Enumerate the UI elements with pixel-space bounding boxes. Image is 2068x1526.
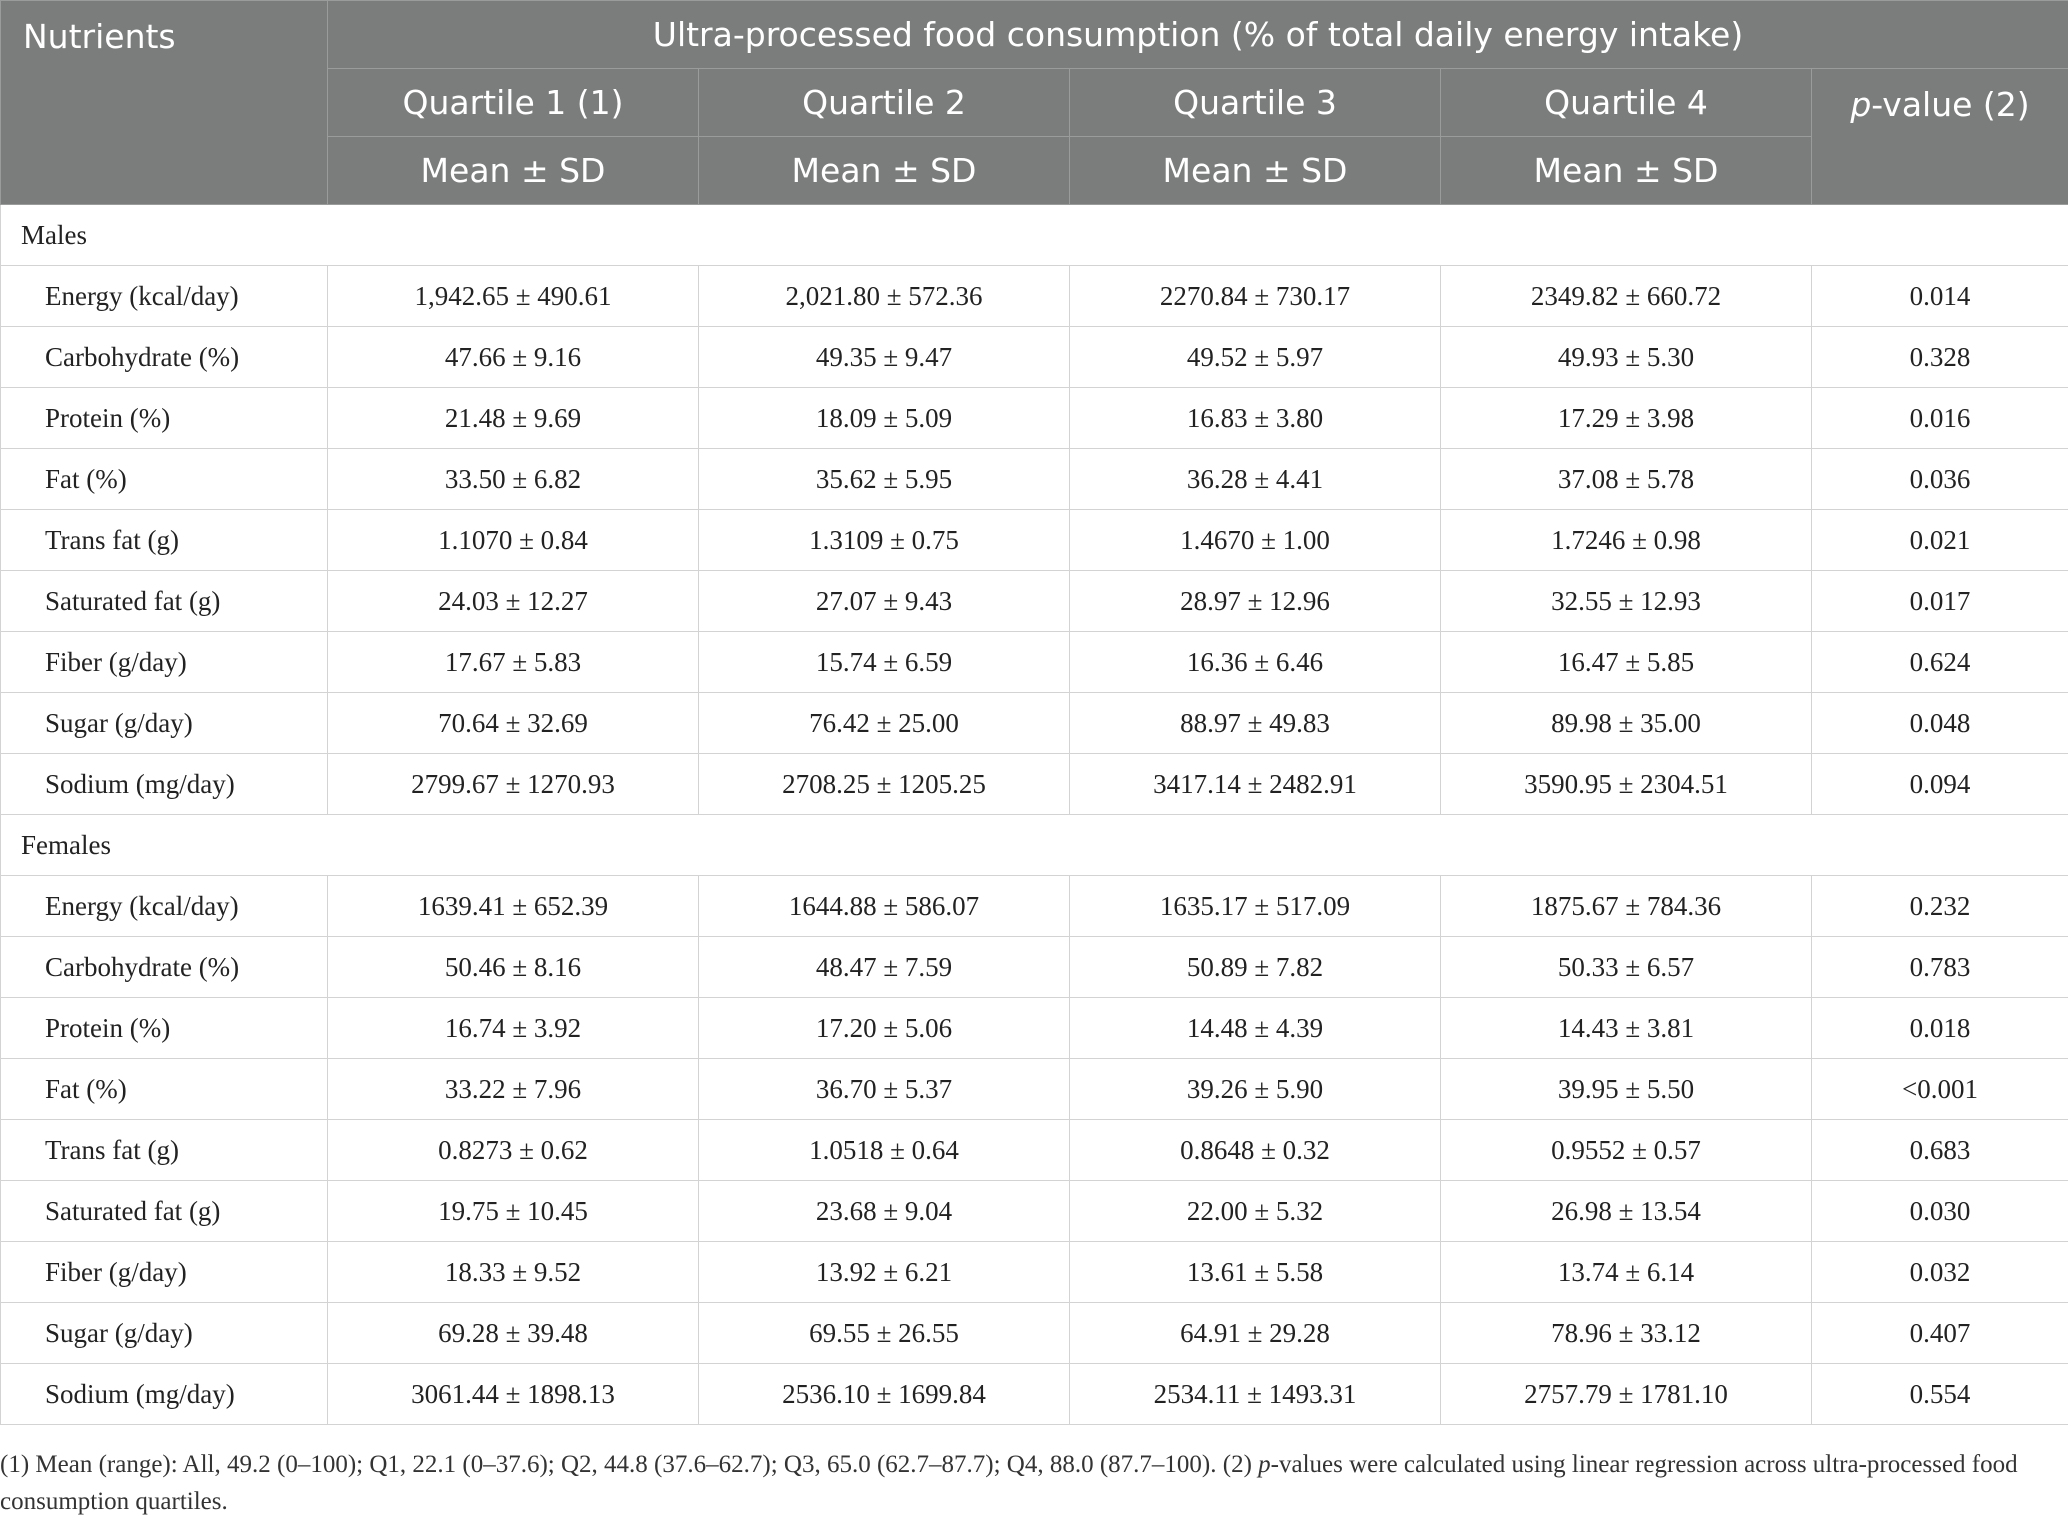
mean-sd-cell-q2: 48.47 ± 7.59	[699, 937, 1070, 998]
mean-sd-cell-q1: 1639.41 ± 652.39	[328, 876, 699, 937]
mean-sd-cell-q1: 33.50 ± 6.82	[328, 449, 699, 510]
nutrient-label: Carbohydrate (%)	[1, 327, 328, 388]
mean-sd-cell-q1: 18.33 ± 9.52	[328, 1242, 699, 1303]
mean-sd-cell-q2: 18.09 ± 5.09	[699, 388, 1070, 449]
nutrient-label: Saturated fat (g)	[1, 1181, 328, 1242]
mean-sd-cell-q1: 3061.44 ± 1898.13	[328, 1364, 699, 1425]
mean-sd-cell-q3: 39.26 ± 5.90	[1070, 1059, 1441, 1120]
mean-sd-cell-q3: 14.48 ± 4.39	[1070, 998, 1441, 1059]
mean-sd-cell-q2: 69.55 ± 26.55	[699, 1303, 1070, 1364]
stat-header-q4: Mean ± SD	[1441, 137, 1812, 205]
table-row	[1, 1364, 2068, 1425]
mean-sd-cell-q4: 14.43 ± 3.81	[1441, 998, 1812, 1059]
pvalue-cell: 0.554	[1812, 1364, 2068, 1425]
mean-sd-cell-q4: 2349.82 ± 660.72	[1441, 266, 1812, 327]
table-row	[1, 449, 2068, 510]
mean-sd-cell-q1: 1.1070 ± 0.84	[328, 510, 699, 571]
mean-sd-cell-q2: 49.35 ± 9.47	[699, 327, 1070, 388]
mean-sd-cell-q3: 64.91 ± 29.28	[1070, 1303, 1441, 1364]
mean-sd-cell-q3: 1635.17 ± 517.09	[1070, 876, 1441, 937]
mean-sd-cell-q2: 2536.10 ± 1699.84	[699, 1364, 1070, 1425]
quartile-1-header: Quartile 1 (1)	[328, 69, 699, 137]
mean-sd-cell-q2: 27.07 ± 9.43	[699, 571, 1070, 632]
mean-sd-cell-q4: 16.47 ± 5.85	[1441, 632, 1812, 693]
table-row	[1, 693, 2068, 754]
table-row	[1, 998, 2068, 1059]
nutrient-label: Protein (%)	[1, 388, 328, 449]
mean-sd-cell-q3: 49.52 ± 5.97	[1070, 327, 1441, 388]
table-row	[1, 937, 2068, 998]
pvalue-cell: 0.783	[1812, 937, 2068, 998]
table-row	[1, 1059, 2068, 1120]
pvalue-cell: 0.016	[1812, 388, 2068, 449]
mean-sd-cell-q1: 2799.67 ± 1270.93	[328, 754, 699, 815]
table-row	[1, 632, 2068, 693]
nutrient-label: Protein (%)	[1, 998, 328, 1059]
pvalue-cell: 0.036	[1812, 449, 2068, 510]
mean-sd-cell-q2: 76.42 ± 25.00	[699, 693, 1070, 754]
table-row	[1, 266, 2068, 327]
nutrient-label: Fat (%)	[1, 449, 328, 510]
mean-sd-cell-q1: 24.03 ± 12.27	[328, 571, 699, 632]
table-row	[1, 1120, 2068, 1181]
footnote-italic-p: p	[1258, 1451, 1271, 1478]
stat-header-q3: Mean ± SD	[1070, 137, 1441, 205]
nutrient-label: Saturated fat (g)	[1, 571, 328, 632]
stat-header-q1: Mean ± SD	[328, 137, 699, 205]
mean-sd-cell-q1: 17.67 ± 5.83	[328, 632, 699, 693]
pvalue-cell: 0.232	[1812, 876, 2068, 937]
table-row	[1, 1181, 2068, 1242]
mean-sd-cell-q2: 15.74 ± 6.59	[699, 632, 1070, 693]
nutrient-label: Trans fat (g)	[1, 1120, 328, 1181]
nutrient-label: Fiber (g/day)	[1, 632, 328, 693]
mean-sd-cell-q4: 1875.67 ± 784.36	[1441, 876, 1812, 937]
table-row	[1, 1303, 2068, 1364]
pvalue-cell: 0.032	[1812, 1242, 2068, 1303]
stat-header-q2: Mean ± SD	[699, 137, 1070, 205]
mean-sd-cell-q1: 21.48 ± 9.69	[328, 388, 699, 449]
mean-sd-cell-q3: 1.4670 ± 1.00	[1070, 510, 1441, 571]
pvalue-cell: 0.018	[1812, 998, 2068, 1059]
mean-sd-cell-q1: 70.64 ± 32.69	[328, 693, 699, 754]
quartile-4-header: Quartile 4	[1441, 69, 1812, 137]
mean-sd-cell-q1: 1,942.65 ± 490.61	[328, 266, 699, 327]
quartile-2-header: Quartile 2	[699, 69, 1070, 137]
table-row	[1, 754, 2068, 815]
mean-sd-cell-q1: 16.74 ± 3.92	[328, 998, 699, 1059]
mean-sd-cell-q1: 19.75 ± 10.45	[328, 1181, 699, 1242]
mean-sd-cell-q3: 13.61 ± 5.58	[1070, 1242, 1441, 1303]
pvalue-cell: 0.328	[1812, 327, 2068, 388]
mean-sd-cell-q2: 1.0518 ± 0.64	[699, 1120, 1070, 1181]
nutrient-label: Trans fat (g)	[1, 510, 328, 571]
pvalue-cell: <0.001	[1812, 1059, 2068, 1120]
mean-sd-cell-q4: 26.98 ± 13.54	[1441, 1181, 1812, 1242]
pvalue-cell: 0.014	[1812, 266, 2068, 327]
mean-sd-cell-q2: 1.3109 ± 0.75	[699, 510, 1070, 571]
section-title: Males	[1, 205, 2068, 266]
mean-sd-cell-q2: 23.68 ± 9.04	[699, 1181, 1070, 1242]
section-title: Females	[1, 815, 2068, 876]
pvalue-cell: 0.094	[1812, 754, 2068, 815]
mean-sd-cell-q3: 3417.14 ± 2482.91	[1070, 754, 1441, 815]
mean-sd-cell-q1: 0.8273 ± 0.62	[328, 1120, 699, 1181]
mean-sd-cell-q4: 39.95 ± 5.50	[1441, 1059, 1812, 1120]
mean-sd-cell-q4: 17.29 ± 3.98	[1441, 388, 1812, 449]
pvalue-header	[1812, 69, 2068, 205]
mean-sd-cell-q1: 33.22 ± 7.96	[328, 1059, 699, 1120]
quartile-3-header: Quartile 3	[1070, 69, 1441, 137]
mean-sd-cell-q3: 2270.84 ± 730.17	[1070, 266, 1441, 327]
nutrients-header: Nutrients	[1, 1, 328, 205]
mean-sd-cell-q1: 69.28 ± 39.48	[328, 1303, 699, 1364]
mean-sd-cell-q4: 89.98 ± 35.00	[1441, 693, 1812, 754]
pvalue-cell: 0.683	[1812, 1120, 2068, 1181]
mean-sd-cell-q3: 0.8648 ± 0.32	[1070, 1120, 1441, 1181]
pvalue-cell: 0.030	[1812, 1181, 2068, 1242]
mean-sd-cell-q3: 50.89 ± 7.82	[1070, 937, 1441, 998]
mean-sd-cell-q3: 2534.11 ± 1493.31	[1070, 1364, 1441, 1425]
nutrient-label: Sugar (g/day)	[1, 693, 328, 754]
table-row	[1, 327, 2068, 388]
nutrient-label: Fiber (g/day)	[1, 1242, 328, 1303]
mean-sd-cell-q4: 37.08 ± 5.78	[1441, 449, 1812, 510]
pvalue-cell: 0.407	[1812, 1303, 2068, 1364]
mean-sd-cell-q4: 13.74 ± 6.14	[1441, 1242, 1812, 1303]
pvalue-cell: 0.021	[1812, 510, 2068, 571]
mean-sd-cell-q4: 78.96 ± 33.12	[1441, 1303, 1812, 1364]
table-row	[1, 510, 2068, 571]
section-row	[1, 815, 2068, 876]
mean-sd-cell-q3: 28.97 ± 12.96	[1070, 571, 1441, 632]
pvalue-italic-p: p	[1850, 85, 1872, 124]
nutrient-label: Fat (%)	[1, 1059, 328, 1120]
mean-sd-cell-q4: 1.7246 ± 0.98	[1441, 510, 1812, 571]
footnote-part-1: (1) Mean (range): All, 49.2 (0–100); Q1, 22.1 (0–37.6); Q2, 44.8 (37.6–62.7); Q3, 65.0 (62.7–87.7); Q4, 88.0 (87.7–100). (2)	[0, 1451, 1259, 1478]
mean-sd-cell-q4: 49.93 ± 5.30	[1441, 327, 1812, 388]
mean-sd-cell-q3: 16.36 ± 6.46	[1070, 632, 1441, 693]
mean-sd-cell-q4: 32.55 ± 12.93	[1441, 571, 1812, 632]
pvalue-cell: 0.017	[1812, 571, 2068, 632]
mean-sd-cell-q1: 50.46 ± 8.16	[328, 937, 699, 998]
mean-sd-cell-q2: 1644.88 ± 586.07	[699, 876, 1070, 937]
mean-sd-cell-q2: 17.20 ± 5.06	[699, 998, 1070, 1059]
table-row	[1, 1242, 2068, 1303]
mean-sd-cell-q2: 36.70 ± 5.37	[699, 1059, 1070, 1120]
footnote-part-2: -values were calculated using linear regression across ultra-processed food consumption quartiles.	[0, 1451, 2018, 1515]
mean-sd-cell-q4: 50.33 ± 6.57	[1441, 937, 1812, 998]
mean-sd-cell-q4: 0.9552 ± 0.57	[1441, 1120, 1812, 1181]
table-row	[1, 571, 2068, 632]
nutrient-label: Carbohydrate (%)	[1, 937, 328, 998]
mean-sd-cell-q1: 47.66 ± 9.16	[328, 327, 699, 388]
mean-sd-cell-q3: 88.97 ± 49.83	[1070, 693, 1441, 754]
pvalue-label-rest: -value (2)	[1871, 85, 2030, 124]
table-row	[1, 876, 2068, 937]
section-row	[1, 205, 2068, 266]
nutrient-label: Sugar (g/day)	[1, 1303, 328, 1364]
table-header	[1, 1, 2068, 205]
mean-sd-cell-q2: 2,021.80 ± 572.36	[699, 266, 1070, 327]
group-title-header: Ultra-processed food consumption (% of total daily energy intake)	[328, 1, 2068, 69]
mean-sd-cell-q3: 36.28 ± 4.41	[1070, 449, 1441, 510]
nutrient-label: Sodium (mg/day)	[1, 1364, 328, 1425]
table-body	[1, 205, 2068, 1425]
nutrient-label: Energy (kcal/day)	[1, 876, 328, 937]
pvalue-cell: 0.048	[1812, 693, 2068, 754]
mean-sd-cell-q2: 2708.25 ± 1205.25	[699, 754, 1070, 815]
mean-sd-cell-q3: 22.00 ± 5.32	[1070, 1181, 1441, 1242]
mean-sd-cell-q3: 16.83 ± 3.80	[1070, 388, 1441, 449]
mean-sd-cell-q4: 3590.95 ± 2304.51	[1441, 754, 1812, 815]
pvalue-cell: 0.624	[1812, 632, 2068, 693]
mean-sd-cell-q2: 13.92 ± 6.21	[699, 1242, 1070, 1303]
table-footnote	[0, 1446, 2040, 1520]
table-row	[1, 388, 2068, 449]
mean-sd-cell-q4: 2757.79 ± 1781.10	[1441, 1364, 1812, 1425]
mean-sd-cell-q2: 35.62 ± 5.95	[699, 449, 1070, 510]
nutrient-label: Sodium (mg/day)	[1, 754, 328, 815]
nutrient-label: Energy (kcal/day)	[1, 266, 328, 327]
